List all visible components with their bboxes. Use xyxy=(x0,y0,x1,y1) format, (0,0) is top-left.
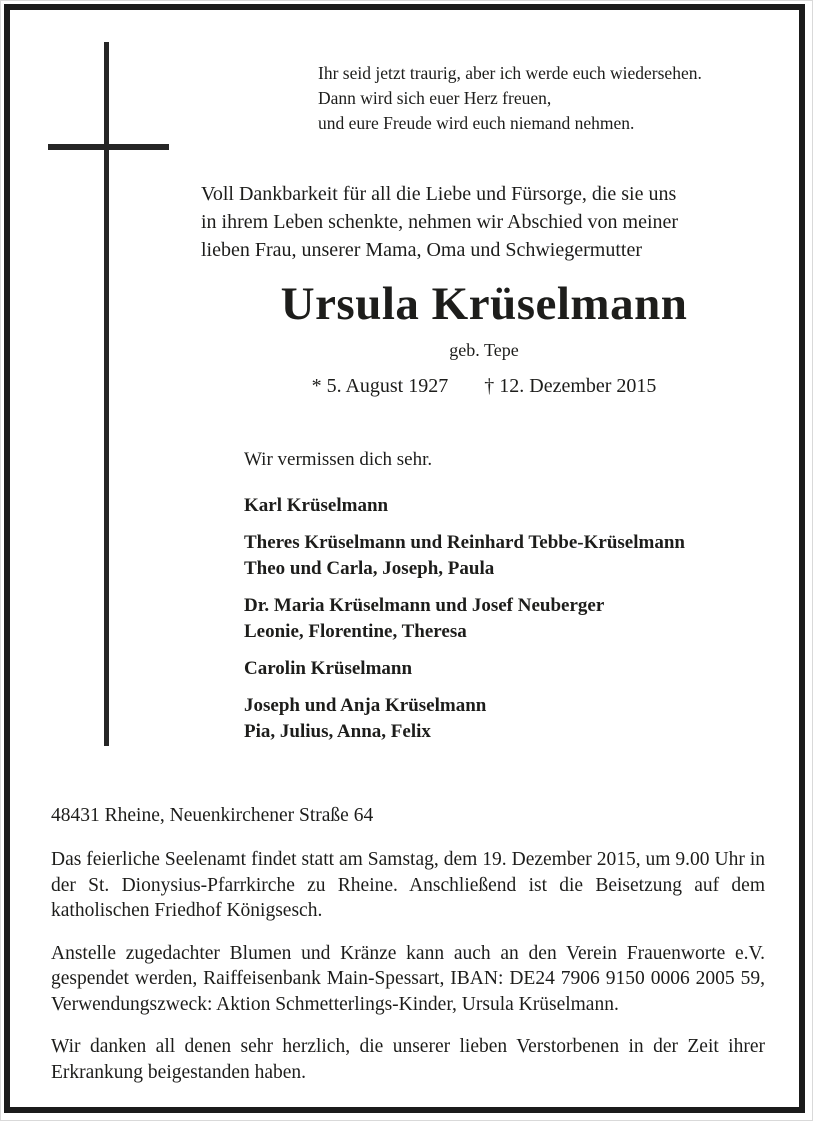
donation-announcement: Anstelle zugedachter Blumen und Kränze kann auch an den Verein Frauenworte e.V. gespendet werden, Raiffeisenbank Main-Spessart, IBAN: DE24 7906 9150 0006 2005 59, Verwendungszweck: Aktion Schmetterlings-Kinder, Ursula Krüselmann. xyxy=(51,942,765,1015)
scripture-quote xyxy=(318,61,788,136)
mourner-entry xyxy=(244,693,774,745)
mourner-line: Pia, Julius, Anna, Felix xyxy=(244,721,431,742)
quote-line: Dann wird sich euer Herz freuen, xyxy=(318,88,552,108)
mourner-line: Joseph und Anja Krüselmann xyxy=(244,695,487,716)
mourner-entry xyxy=(244,593,774,645)
mourner-line: Theo und Carla, Joseph, Paula xyxy=(244,558,495,579)
mourner-line: Carolin Krüselmann xyxy=(244,658,413,679)
mourner-line: Karl Krüselmann xyxy=(244,495,389,516)
mourner-entry xyxy=(244,656,774,682)
birth-date: * 5. August 1927 xyxy=(311,375,449,397)
mourner-line: Leonie, Florentine, Theresa xyxy=(244,621,467,642)
maiden-name: geb. Tepe xyxy=(449,340,519,360)
life-dates xyxy=(201,373,767,399)
deceased-name: Ursula Krüselmann xyxy=(280,278,688,330)
mourners-list xyxy=(244,493,774,756)
death-date: † 12. Dezember 2015 xyxy=(484,375,657,397)
mourner-entry xyxy=(244,493,774,519)
intro-line: in ihrem Leben schenkte, nehmen wir Abschied von meiner xyxy=(201,211,679,233)
service-announcement: Das feierliche Seelenamt findet statt am Samstag, dem 19. Dezember 2015, um 9.00 Uhr in der St. Dionysius-Pfarrkirche zu Rheine. Anschließend ist die Beisetzung auf dem katholischen Friedhof Königsesch. xyxy=(51,849,765,921)
cross-horizontal-bar xyxy=(48,144,169,150)
intro-line: Voll Dankbarkeit für all die Liebe und Fürsorge, die sie uns xyxy=(201,183,677,205)
quote-line: Ihr seid jetzt traurig, aber ich werde euch wiedersehen. xyxy=(318,63,702,83)
mourner-line: Theres Krüselmann und Reinhard Tebbe-Krüselmann xyxy=(244,532,685,553)
farewell-intro-paragraph xyxy=(201,180,776,264)
mourner-entry xyxy=(244,530,774,582)
intro-line: lieben Frau, unserer Mama, Oma und Schwiegermutter xyxy=(201,239,642,261)
farewell-line: Wir vermissen dich sehr. xyxy=(244,449,433,470)
quote-line: und eure Freude wird euch niemand nehmen. xyxy=(318,113,635,133)
announcement-paragraphs xyxy=(51,847,765,1102)
mourner-line: Dr. Maria Krüselmann und Josef Neuberger xyxy=(244,595,605,616)
home-address: 48431 Rheine, Neuenkirchener Straße 64 xyxy=(51,805,374,826)
thanks-announcement: Wir danken all denen sehr herzlich, die unserer lieben Verstorbenen in der Zeit ihrer Erkrankung beigestanden haben. xyxy=(51,1036,765,1083)
